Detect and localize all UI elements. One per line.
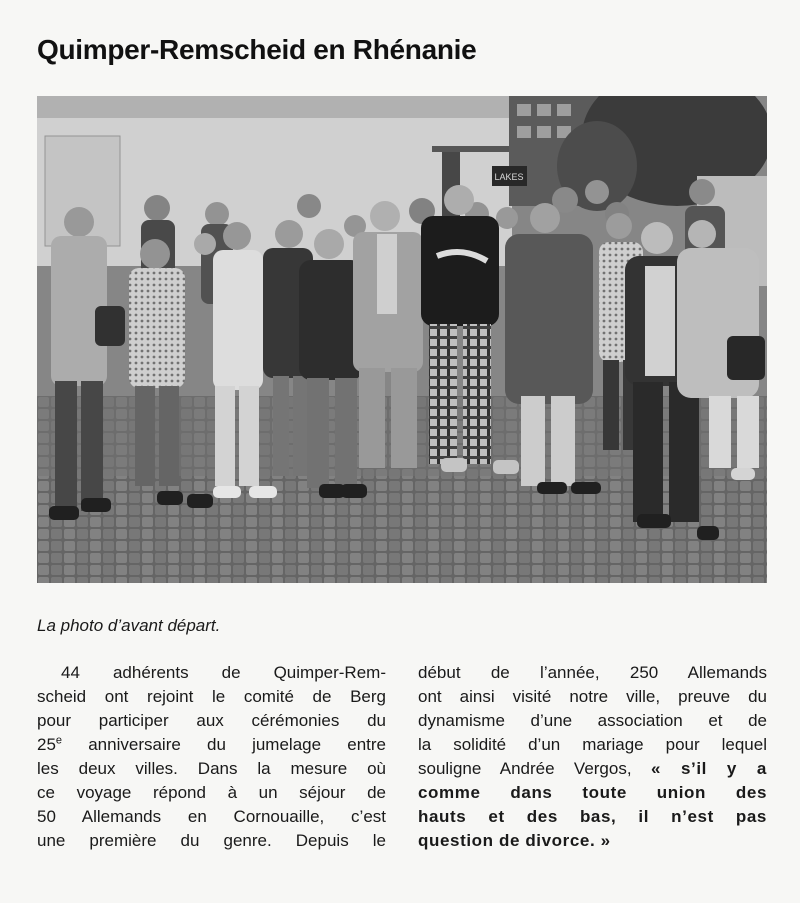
text-line: dynamisme d’une association et de xyxy=(418,711,767,730)
text-line: une première du genre. Depuis le xyxy=(37,831,386,850)
quote-line: hauts et des bas, il n’est pas xyxy=(418,807,767,826)
text-line: ont ainsi visité notre ville, preuve du xyxy=(418,687,767,706)
text-line xyxy=(37,733,386,757)
superscript: e xyxy=(55,734,63,747)
article-column-left xyxy=(37,661,386,853)
text-line: la solidité d’un mariage pour lequel xyxy=(418,735,767,754)
photo-caption: La photo d’avant départ. xyxy=(37,616,221,635)
quote-line: comme dans toute union des xyxy=(418,783,767,802)
text-fragment: anniversaire du jumelage entre xyxy=(62,735,386,754)
text-line: début de l’année, 250 Allemands xyxy=(418,663,767,682)
text-fragment: souligne Andrée Vergos, xyxy=(418,759,632,778)
group-photo xyxy=(37,96,767,583)
text-line xyxy=(418,757,767,781)
quote-fragment: « s’il y a xyxy=(650,759,767,778)
text-line: 50 Allemands en Cornouaille, c’est xyxy=(37,807,386,826)
quote-line: question de divorce. » xyxy=(418,831,611,850)
text-fragment: 25 xyxy=(37,735,56,754)
text-line: ce voyage répond à un séjour de xyxy=(37,783,386,802)
article-headline: Quimper-Remscheid en Rhénanie xyxy=(37,34,477,65)
text-line: les deux villes. Dans la mesure où xyxy=(37,759,386,778)
text-line: scheid ont rejoint le comité de Berg xyxy=(37,687,386,706)
photo-sign: LAKES xyxy=(494,172,524,182)
article-column-right xyxy=(418,661,767,853)
text-line: 44 adhérents de Quimper-Rem- xyxy=(61,663,386,682)
text-line: pour participer aux cérémonies du xyxy=(37,711,386,730)
